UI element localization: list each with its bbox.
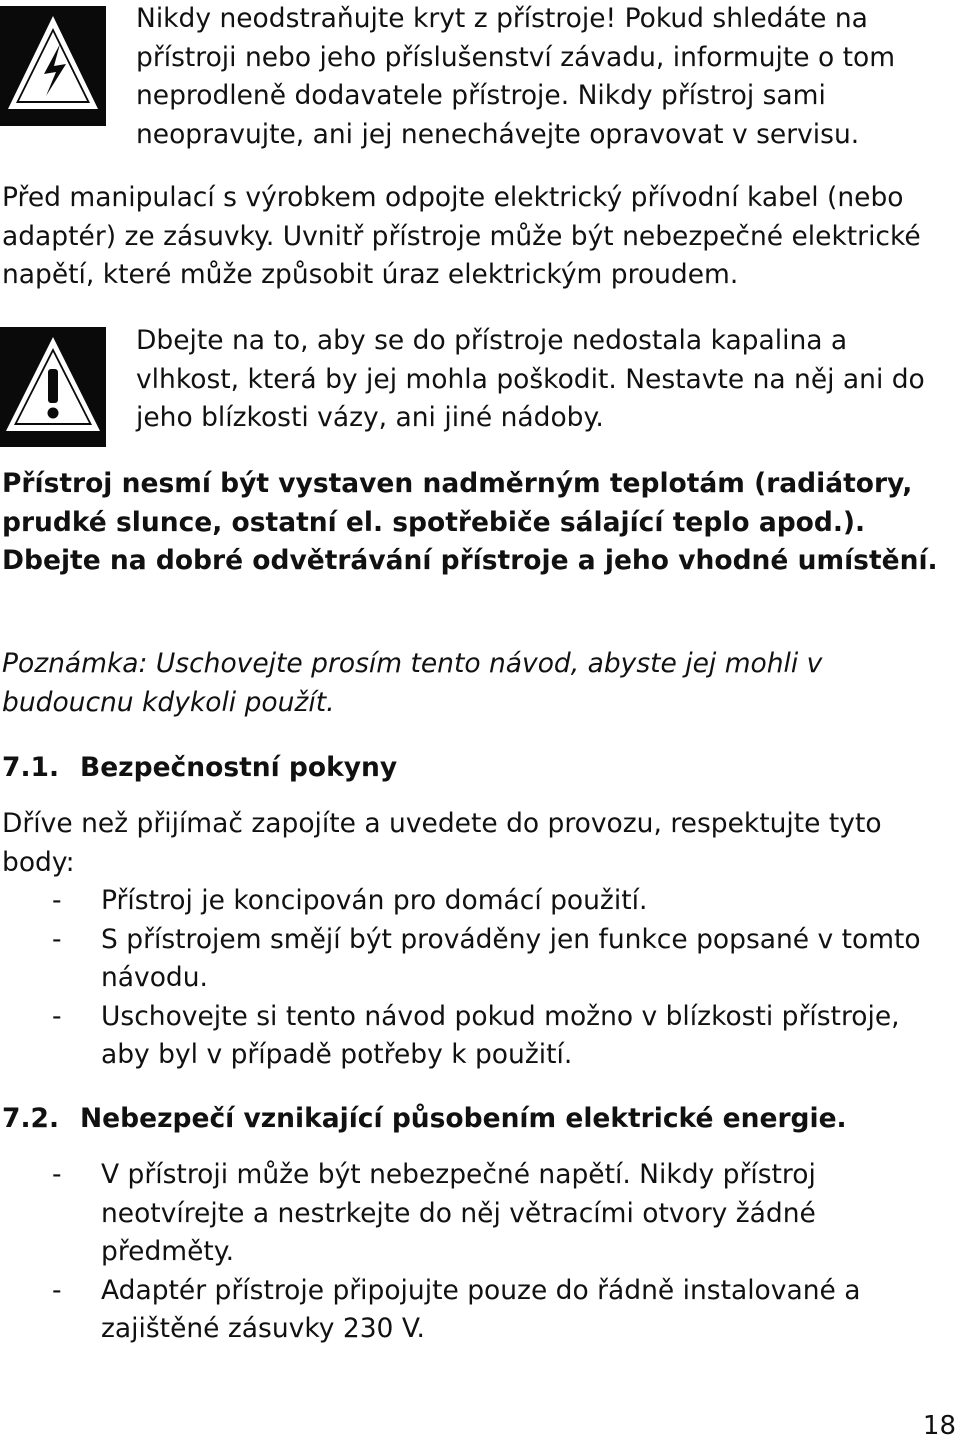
list-item	[2, 998, 952, 1075]
heat-warning-block	[2, 465, 952, 581]
high-voltage-warning-icon	[0, 6, 106, 126]
list-item-text: S přístrojem smějí být prováděny jen funkce popsané v tomto návodu.	[101, 923, 921, 993]
list-item-text: Adaptér přístroje připojujte pouze do řádně instalované a zajištěné zásuvky 230 V.	[101, 1274, 861, 1344]
list-item	[2, 1272, 952, 1349]
unplug-warning-line2: Uvnitř přístroje může být nebezpečné elektrické napětí, které může způsobit úraz elektrickým proudem.	[2, 220, 921, 290]
caution-exclamation-icon	[0, 327, 106, 447]
section-7-2-list	[2, 1156, 952, 1349]
section-7-1-intro: Dříve než přijímač zapojíte a uvedete do provozu, respektujte tyto body:	[2, 808, 882, 878]
cover-warning: Nikdy neodstraňujte kryt z přístroje! Pokud shledáte na přístroji nebo jeho příslušenství závadu, informujte o tom neprodleně dodavatele přístroje. Nikdy přístroj sami neopravujte, ani jej nenechávejte opravovat v servisu.	[136, 3, 896, 150]
unplug-warning	[2, 179, 952, 295]
list-marker: -	[52, 1159, 62, 1190]
list-item-text: V přístroji může být nebezpečné napětí. Nikdy přístroj neotvírejte a nestrkejte do něj větracími otvory žádné předměty.	[101, 1159, 816, 1267]
liquid-warning-text	[136, 322, 956, 438]
section-7-1-list	[2, 882, 952, 1075]
page-number: 18	[922, 1411, 956, 1441]
list-item	[2, 882, 952, 921]
section-7-1-title: Bezpečnostní pokyny	[80, 752, 398, 783]
list-item	[2, 1156, 952, 1272]
list-item	[2, 921, 952, 998]
unplug-warning-line1: Před manipulací s výrobkem odpojte elektrický přívodní kabel (nebo adaptér) ze zásuvky.	[2, 182, 904, 252]
list-marker: -	[52, 885, 62, 916]
section-7-1-number: 7.1.	[2, 752, 60, 783]
section-7-2-number: 7.2.	[2, 1103, 60, 1134]
note: Poznámka: Uschovejte prosím tento návod, abyste jej mohli v budoucnu kdykoli použít.	[2, 648, 823, 718]
heat-warning: Přístroj nesmí být vystaven nadměrným teplotám (radiátory, prudké slunce, ostatní el. spotřebiče sálající teplo apod.). Dbejte na dobré odvětrávání přístroje a jeho vhodné umístění.	[2, 468, 938, 576]
list-marker: -	[52, 923, 62, 955]
note-block	[2, 645, 952, 722]
list-item-text: Přístroj je koncipován pro domácí použití.	[101, 885, 648, 916]
cover-warning-text	[136, 0, 956, 154]
list-item-text: Uschovejte si tento návod pokud možno v blízkosti přístroje, aby byl v případě potřeby k použití.	[101, 1000, 900, 1070]
list-marker: -	[52, 1000, 62, 1032]
liquid-warning: Dbejte na to, aby se do přístroje nedostala kapalina a vlhkost, která by jej mohla poškodit. Nestavte na něj ani do jeho blízkosti vázy, ani jiné nádoby.	[136, 325, 925, 433]
section-7-1-heading	[2, 749, 952, 788]
section-7-1-intro-block	[2, 805, 952, 882]
section-7-2-title: Nebezpečí vznikající působením elektrické energie.	[80, 1103, 847, 1134]
section-7-2-heading	[2, 1100, 952, 1139]
list-marker: -	[52, 1274, 62, 1306]
